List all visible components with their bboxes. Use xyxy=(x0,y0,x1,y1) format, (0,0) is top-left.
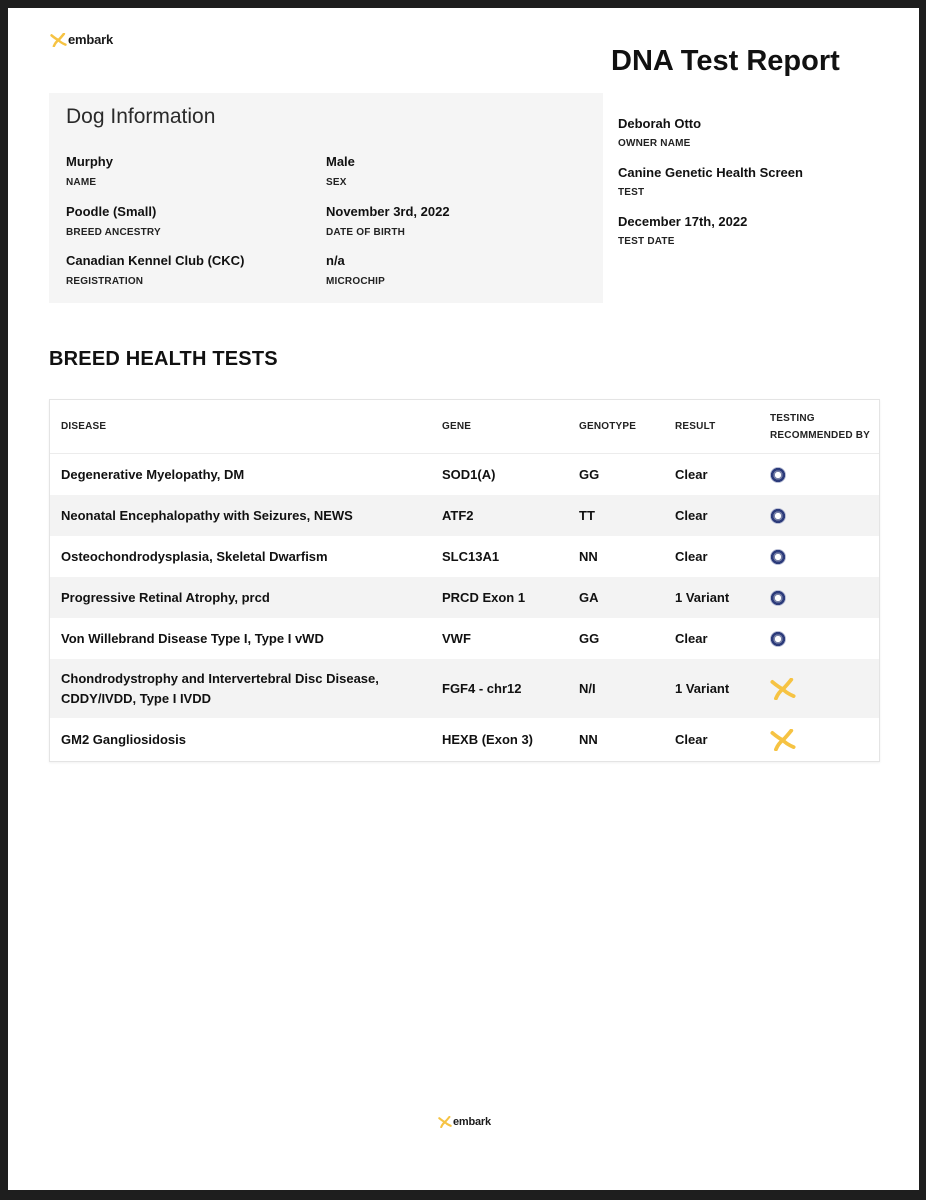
table-row xyxy=(50,718,879,761)
field-microchip xyxy=(326,253,385,287)
gene-cell: VWF xyxy=(442,630,471,646)
field-label: TEST DATE xyxy=(618,236,675,247)
gene-cell: PRCD Exon 1 xyxy=(431,577,568,618)
result-cell: Clear xyxy=(675,731,708,747)
recommended-by-cell xyxy=(759,718,879,761)
embark-wordmark: embark xyxy=(453,1116,491,1128)
disease-cell: Von Willebrand Disease Type I, Type I vWD xyxy=(61,630,324,646)
disease-cell: Osteochondrodysplasia, Skeletal Dwarfism xyxy=(61,548,328,564)
field-value: November 3rd, 2022 xyxy=(326,204,450,219)
result-cell: 1 Variant xyxy=(664,659,759,718)
recommended-by-cell xyxy=(759,536,879,577)
gene-cell: ATF2 xyxy=(431,495,568,536)
field-value: n/a xyxy=(326,253,345,268)
dog-information-title: Dog Information xyxy=(66,105,216,128)
disease-cell: GM2 Gangliosidosis xyxy=(61,731,186,747)
report-page xyxy=(8,8,919,1190)
genotype-cell: GG xyxy=(579,630,600,646)
table-row xyxy=(50,577,879,618)
field-value: Canadian Kennel Club (CKC) xyxy=(66,253,245,268)
embark-wordmark: embark xyxy=(68,32,114,47)
footer-embark-logo xyxy=(438,1116,491,1128)
disease-cell: Progressive Retinal Atrophy, prcd xyxy=(50,577,431,618)
field-sex xyxy=(326,154,355,188)
genotype-cell: TT xyxy=(568,495,664,536)
genotype-cell: NN xyxy=(579,548,598,564)
recommended-by-cell xyxy=(759,659,879,718)
result-cell: Clear xyxy=(664,495,759,536)
field-label: NAME xyxy=(66,177,97,188)
field-breed-ancestry xyxy=(66,204,161,238)
recommended-by-cell xyxy=(759,577,879,618)
field-value: Poodle (Small) xyxy=(66,204,157,219)
genotype-cell: NN xyxy=(579,731,598,747)
field-name xyxy=(66,154,113,188)
kennel-club-seal-icon xyxy=(770,549,786,565)
genotype-cell: N/I xyxy=(568,659,664,718)
recommended-by-cell xyxy=(759,495,879,536)
field-label: SEX xyxy=(326,177,347,188)
result-cell: Clear xyxy=(675,548,708,564)
gene-cell: SLC13A1 xyxy=(442,548,500,564)
recommended-by-cell xyxy=(759,454,879,496)
embark-logo-icon xyxy=(438,1116,452,1128)
kennel-club-seal-icon xyxy=(770,508,786,524)
field-value: Male xyxy=(326,154,355,169)
kennel-club-seal-icon xyxy=(770,590,786,606)
report-title: DNA Test Report xyxy=(611,45,840,77)
embark-logo-icon xyxy=(50,33,67,47)
field-label: DATE OF BIRTH xyxy=(326,227,406,238)
embark-logo-icon xyxy=(770,678,796,700)
disease-cell: Degenerative Myelopathy, DM xyxy=(61,466,245,482)
field-label: BREED ANCESTRY xyxy=(66,227,161,238)
gene-cell: SOD1(A) xyxy=(442,466,496,482)
disease-cell: Neonatal Encephalopathy with Seizures, NEWS xyxy=(50,495,431,536)
gene-cell: FGF4 - chr12 xyxy=(431,659,568,718)
field-registration xyxy=(66,253,244,287)
field-label: TEST xyxy=(618,187,645,198)
kennel-club-seal-icon xyxy=(770,467,786,483)
field-label: MICROCHIP xyxy=(326,276,386,287)
disease-cell: Chondrodystrophy and Intervertebral Disc Disease, CDDY/IVDD, Type I IVDD xyxy=(50,659,431,718)
column-header-result: RESULT xyxy=(664,400,759,454)
dog-information-panel xyxy=(49,93,603,303)
field-value: Murphy xyxy=(66,154,113,169)
table-header-row xyxy=(50,400,879,454)
recommended-by-cell xyxy=(759,618,879,659)
column-header-gene: GENE xyxy=(431,400,568,454)
genotype-cell: GA xyxy=(568,577,664,618)
table-row xyxy=(50,495,879,536)
result-cell: 1 Variant xyxy=(664,577,759,618)
result-cell: Clear xyxy=(675,466,708,482)
breed-health-tests-title: BREED HEALTH TESTS xyxy=(49,348,278,370)
field-label: OWNER NAME xyxy=(618,138,691,149)
field-test xyxy=(618,165,803,198)
table-row xyxy=(50,618,879,659)
table-row xyxy=(50,536,879,577)
genotype-cell: GG xyxy=(579,466,600,482)
table-row xyxy=(50,659,879,718)
column-header-recommended-by: TESTING RECOMMENDED BY xyxy=(759,400,879,454)
column-header-genotype: GENOTYPE xyxy=(568,400,664,454)
health-tests-table xyxy=(49,399,880,762)
field-value: Canine Genetic Health Screen xyxy=(618,165,803,180)
embark-logo-icon xyxy=(770,729,796,751)
column-header-disease: DISEASE xyxy=(50,400,431,454)
field-date-of-birth xyxy=(326,204,450,238)
kennel-club-seal-icon xyxy=(770,631,786,647)
embark-logo xyxy=(50,32,113,47)
field-value: Deborah Otto xyxy=(618,116,702,131)
field-owner-name xyxy=(618,116,701,149)
field-label: REGISTRATION xyxy=(66,276,144,287)
gene-cell: HEXB (Exon 3) xyxy=(442,731,534,747)
result-cell: Clear xyxy=(675,630,708,646)
table-row xyxy=(50,454,879,496)
field-value: December 17th, 2022 xyxy=(618,214,748,229)
field-test-date xyxy=(618,214,747,247)
